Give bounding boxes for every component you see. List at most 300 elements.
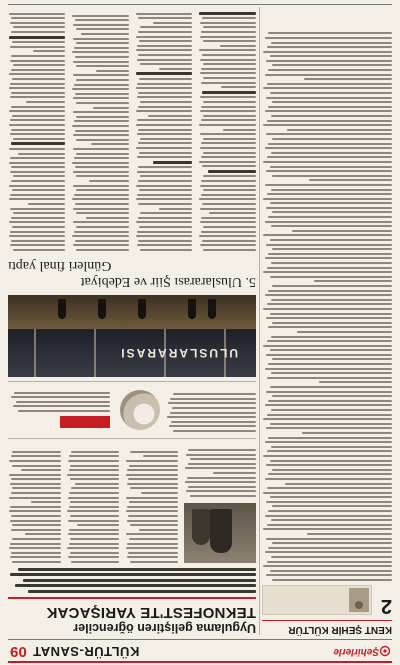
text-line: [137, 231, 192, 233]
text-line: [200, 208, 256, 210]
stories-area: [8, 7, 256, 635]
column-body-text: [262, 30, 392, 581]
text-line: [272, 579, 392, 581]
text-line: [71, 488, 119, 490]
text-line: [11, 69, 66, 71]
text-line: [10, 231, 65, 233]
text-line: [265, 404, 392, 406]
text-line: [136, 87, 193, 89]
text-line: [269, 290, 393, 292]
poetry-headline-line1: 5. Uluslararası Şiir ve Edebiyat: [80, 274, 256, 289]
text-line: [75, 93, 129, 95]
text-line: [16, 401, 110, 403]
text-line: [308, 533, 393, 535]
masthead-rule: [8, 639, 392, 640]
text-line: [129, 538, 178, 540]
text-line: [272, 395, 392, 397]
text-line: [200, 185, 256, 187]
text-line: [18, 568, 256, 571]
text-line: [269, 437, 393, 439]
text-line: [138, 106, 193, 108]
text-line: [199, 198, 256, 200]
text-line: [267, 377, 392, 379]
text-line: [9, 547, 61, 549]
text-line: [200, 221, 256, 223]
text-line: [272, 138, 392, 140]
text-line: [71, 561, 119, 563]
tech-story-rule: [8, 597, 256, 599]
text-line: [159, 68, 192, 70]
text-line: [266, 207, 392, 209]
text-line: [201, 217, 256, 219]
text-line: [266, 244, 392, 246]
text-line: [265, 368, 392, 370]
tech-story-column: [67, 445, 120, 563]
text-line: [126, 474, 178, 476]
text-line: [265, 515, 392, 517]
event-banner-text: ULUSLARARASI: [119, 346, 238, 360]
text-line: [270, 166, 392, 168]
text-line: [73, 171, 129, 173]
text-line: [223, 129, 256, 131]
text-line: [267, 193, 392, 195]
text-line: [137, 171, 193, 173]
photo-figure: [208, 299, 216, 319]
text-line: [72, 15, 129, 17]
text-line: [203, 63, 256, 65]
text-line: [170, 412, 256, 414]
text-line: [201, 106, 256, 108]
text-line: [28, 203, 65, 205]
text-line: [10, 119, 65, 121]
text-line: [75, 56, 129, 58]
text-line: [9, 221, 65, 223]
text-line: [270, 55, 392, 57]
text-line: [265, 110, 392, 112]
page-number: 09: [10, 643, 27, 660]
text-line: [263, 161, 392, 163]
text-line: [72, 198, 129, 200]
text-line: [73, 38, 129, 40]
text-line: [265, 441, 392, 443]
text-line: [190, 458, 256, 460]
text-line: [185, 481, 256, 483]
text-line: [200, 59, 256, 61]
text-line: [140, 176, 193, 178]
text-line: [73, 111, 129, 113]
text-line: [201, 68, 256, 70]
text-line: [266, 133, 392, 135]
text-line: [10, 194, 65, 196]
text-line: [138, 31, 193, 33]
feature-box-text: [166, 391, 256, 432]
text-line: [263, 528, 392, 530]
text-line: [203, 138, 256, 140]
text-line: [263, 234, 392, 236]
text-line: [138, 129, 192, 131]
text-line: [89, 180, 129, 182]
text-line: [270, 386, 392, 388]
text-line: [201, 82, 256, 84]
text-line: [127, 483, 178, 485]
text-line: [137, 83, 192, 85]
text-line: [140, 249, 193, 251]
text-line: [202, 240, 256, 242]
columnist-box: [262, 585, 372, 615]
text-line: [136, 124, 193, 126]
text-line: [13, 212, 66, 214]
text-line: [220, 45, 256, 47]
text-line: [9, 110, 65, 112]
text-line: [199, 161, 256, 163]
columnist-photo: [349, 588, 369, 612]
column-section-number: 2: [380, 595, 392, 617]
text-line: [127, 520, 178, 522]
text-line: [270, 202, 392, 204]
text-line: [136, 235, 193, 237]
text-line: [12, 538, 61, 540]
text-line: [266, 170, 392, 172]
stage: [8, 295, 256, 329]
text-line: [71, 451, 119, 453]
text-line: [153, 22, 192, 24]
text-line: [13, 27, 66, 29]
folio-section: KÜLTÜR-SANAT: [32, 644, 140, 659]
text-line: [91, 143, 129, 145]
text-line: [269, 400, 393, 402]
text-line: [187, 477, 256, 479]
text-line: [10, 171, 66, 173]
text-line: [190, 495, 256, 497]
text-line: [140, 101, 193, 103]
text-line: [137, 194, 192, 196]
column-section-title: KENT ŞEHİR KÜLTÜR: [262, 620, 392, 635]
poetry-story-body: [8, 7, 256, 251]
text-line: [137, 59, 193, 61]
text-line: [270, 496, 392, 498]
text-line: [12, 451, 60, 453]
text-line: [9, 162, 66, 164]
text-line: [69, 506, 120, 508]
text-line: [270, 313, 392, 315]
text-line: [173, 430, 256, 432]
tech-headline-line2: TEKNOFEST'TE YARIŞACAK: [46, 604, 256, 621]
text-line: [139, 152, 192, 154]
text-line: [136, 49, 193, 51]
text-line: [137, 244, 193, 246]
text-line: [270, 349, 392, 351]
text-line: [138, 166, 192, 168]
text-line: [271, 409, 392, 411]
text-line: [201, 142, 256, 144]
text-line: [285, 483, 392, 485]
text-line: [75, 240, 129, 242]
tech-headline-line1: Uygulama geliştiren öğrenciler: [73, 621, 256, 635]
text-line: [200, 244, 256, 246]
text-line: [269, 510, 393, 512]
text-line: [68, 556, 119, 558]
text-line: [67, 474, 119, 476]
text-line: [148, 115, 193, 117]
text-line: [12, 524, 60, 526]
text-line: [143, 455, 178, 457]
text-line: [266, 538, 392, 540]
text-line: [73, 74, 129, 76]
text-line: [203, 77, 256, 79]
text-line: [265, 147, 392, 149]
text-line: [9, 510, 61, 512]
text-line: [13, 405, 110, 407]
text-line: [72, 162, 129, 164]
text-line: [266, 427, 392, 429]
text-line: [76, 249, 129, 251]
text-line: [10, 506, 61, 508]
newspaper-logo-text: Şehirlerle: [333, 646, 379, 657]
text-line: [267, 83, 392, 85]
text-line: [199, 49, 256, 51]
feature-box-caption: [10, 389, 110, 412]
text-line: [129, 478, 179, 480]
text-line: [271, 42, 392, 44]
text-line: [126, 460, 178, 462]
text-line: [137, 45, 192, 47]
text-line: [11, 31, 66, 33]
text-line: [272, 65, 392, 67]
text-line: [13, 138, 66, 140]
text-line: [136, 13, 193, 15]
text-line: [265, 478, 392, 480]
text-line: [70, 478, 120, 480]
text-line: [10, 83, 65, 85]
text-line: [126, 533, 178, 535]
text-line: [33, 50, 65, 52]
text-line: [263, 51, 392, 53]
poetry-story-column: [72, 7, 130, 251]
text-line: [69, 492, 119, 494]
text-line: [11, 455, 61, 457]
text-line: [73, 148, 129, 150]
text-line: [127, 469, 178, 471]
text-line: [267, 524, 392, 526]
text-line: [267, 561, 392, 563]
text-line: [200, 110, 256, 112]
text-line: [129, 465, 178, 467]
text-line: [272, 175, 392, 177]
text-line: [203, 249, 256, 251]
feature-box-label: [60, 416, 110, 428]
text-line: [266, 501, 392, 503]
text-line: [12, 465, 61, 467]
column-separator: [259, 7, 260, 635]
text-line: [287, 129, 392, 131]
text-line: [168, 402, 256, 404]
text-line: [138, 180, 193, 182]
text-line: [270, 570, 392, 572]
text-line: [272, 359, 392, 361]
text-line: [76, 79, 129, 81]
text-line: [269, 326, 393, 328]
text-line: [265, 221, 392, 223]
text-line: [267, 120, 392, 122]
text-line: [270, 276, 392, 278]
text-line: [309, 179, 392, 181]
text-line: [68, 460, 120, 462]
text-line: [201, 156, 256, 158]
text-line: [140, 212, 193, 214]
text-line: [266, 391, 392, 393]
text-line: [269, 216, 393, 218]
poetry-story-column: [135, 7, 193, 251]
text-line: [136, 36, 192, 38]
text-line: [69, 529, 119, 531]
text-line: [271, 446, 392, 448]
text-line: [9, 13, 66, 15]
text-line: [269, 253, 393, 255]
text-line: [319, 381, 392, 383]
text-line: [12, 78, 65, 80]
text-line: [10, 133, 66, 135]
text-line: [263, 455, 392, 457]
text-line: [68, 497, 120, 499]
text-line: [9, 460, 61, 462]
text-line: [23, 579, 256, 582]
text-line: [271, 519, 392, 521]
text-line: [265, 74, 392, 76]
text-line: [271, 115, 392, 117]
text-line: [67, 510, 119, 512]
tech-story-column: [8, 445, 61, 563]
text-line: [129, 501, 178, 503]
text-line: [266, 60, 392, 62]
text-line: [266, 354, 392, 356]
text-line: [267, 156, 392, 158]
text-line: [130, 524, 178, 526]
text-line: [171, 421, 256, 423]
text-line: [21, 469, 61, 471]
text-line: [136, 221, 192, 223]
text-line: [127, 506, 178, 508]
text-line: [263, 308, 392, 310]
text-line: [186, 454, 256, 456]
text-line: [137, 156, 192, 158]
text-line: [137, 119, 192, 121]
text-line: [127, 556, 178, 558]
text-line: [67, 547, 119, 549]
text-line: [12, 115, 65, 117]
text-line: [167, 416, 256, 418]
text-line: [201, 119, 256, 121]
text-line: [73, 208, 129, 210]
text-line: [267, 267, 392, 269]
photo-figure: [188, 299, 196, 319]
poetry-event-photo: [8, 295, 256, 377]
text-line: [139, 529, 178, 531]
text-line: [199, 124, 256, 126]
text-line: [73, 185, 129, 187]
text-line: [159, 208, 192, 210]
text-line: [171, 398, 257, 400]
text-line: [172, 407, 256, 409]
text-line: [70, 515, 120, 517]
text-line: [69, 469, 120, 471]
text-line: [25, 533, 60, 535]
bottom-rule: [8, 4, 392, 5]
text-line: [18, 153, 65, 155]
text-line: [74, 194, 129, 196]
text-line: [76, 139, 129, 141]
text-line: [69, 455, 119, 457]
poetry-story-headline: [8, 257, 256, 289]
tech-story-side-text: [184, 446, 256, 497]
text-line: [28, 590, 256, 593]
text-line: [11, 106, 66, 108]
text-line: [26, 101, 66, 103]
text-line: [9, 124, 66, 126]
text-line: [127, 543, 178, 545]
text-line: [265, 551, 392, 553]
text-line: [13, 176, 66, 178]
text-line: [75, 166, 129, 168]
text-line: [140, 27, 193, 29]
feature-box: [8, 381, 256, 439]
text-line: [96, 70, 129, 72]
text-line: [126, 547, 178, 549]
text-line: [73, 61, 129, 63]
text-line: [10, 543, 61, 545]
text-line: [9, 73, 65, 75]
text-line: [271, 225, 392, 227]
tech-story-headline: [8, 604, 256, 635]
text-line: [269, 143, 393, 145]
text-line: [270, 239, 392, 241]
text-line: [68, 520, 119, 522]
top-rule: [8, 661, 392, 663]
text-line: [270, 423, 392, 425]
text-line: [201, 180, 256, 182]
text-line: [266, 317, 392, 319]
text-line: [292, 230, 392, 232]
text-line: [10, 96, 66, 98]
text-line: [15, 585, 256, 588]
tech-story-lead-text: [8, 569, 256, 593]
text-line: [138, 240, 192, 242]
text-line: [70, 552, 120, 554]
text-line: [266, 97, 392, 99]
text-line: [209, 212, 256, 214]
text-line: [269, 69, 393, 71]
text-line: [136, 198, 193, 200]
text-line: [263, 418, 392, 420]
text-line: [263, 87, 392, 89]
text-line: [272, 285, 392, 287]
text-line: [138, 54, 192, 56]
text-line: [185, 467, 256, 469]
text-line: [75, 483, 119, 485]
text-line: [140, 63, 193, 65]
text-line: [9, 497, 61, 499]
text-line: [272, 506, 392, 508]
text-line: [68, 533, 120, 535]
text-line: [202, 203, 256, 205]
text-line: [314, 280, 392, 282]
text-line: [77, 524, 120, 526]
text-line: [269, 32, 393, 34]
text-line: [75, 130, 129, 132]
text-line: [188, 463, 256, 465]
text-line: [137, 96, 193, 98]
text-line: [75, 19, 129, 21]
text-line: [126, 510, 178, 512]
